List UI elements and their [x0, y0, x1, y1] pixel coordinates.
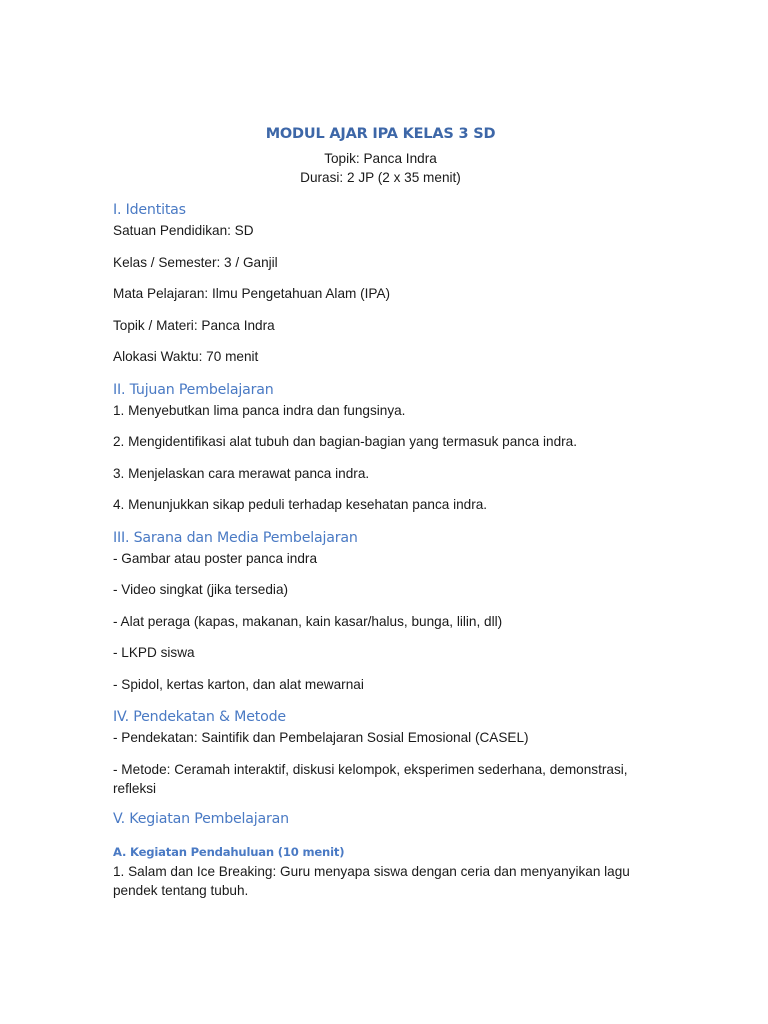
section-heading-tujuan: II. Tujuan Pembelajaran [113, 381, 274, 398]
list-item: Topik / Materi: Panca Indra [113, 317, 275, 333]
section-body-identitas [113, 221, 648, 367]
document-topic: Topik: Panca Indra [324, 151, 437, 166]
list-item: 1. Menyebutkan lima panca indra dan fungsinya. [113, 402, 406, 418]
section-heading-kegiatan: V. Kegiatan Pembelajaran [113, 810, 289, 827]
list-item: - Video singkat (jika tersedia) [113, 582, 289, 597]
list-item: 1. Salam dan Ice Breaking: Guru menyapa siswa dengan ceria dan menyanyikan lagu pendek tentang tubuh. [113, 863, 630, 898]
section-heading-sarana: III. Sarana dan Media Pembelajaran [113, 529, 358, 546]
section-heading-identitas: I. Identitas [113, 202, 186, 218]
section-heading-pendekatan: IV. Pendekatan & Metode [113, 709, 286, 725]
list-item: - Metode: Ceramah interaktif, diskusi kelompok, eksperimen sederhana, demonstrasi, refleksi [113, 761, 628, 796]
section-body-tujuan [113, 401, 648, 515]
subsection-heading-pendahuluan: A. Kegiatan Pendahuluan (10 menit) [113, 844, 345, 859]
list-item: Mata Pelajaran: Ilmu Pengetahuan Alam (IPA) [113, 286, 391, 301]
list-item: 2. Mengidentifikasi alat tubuh dan bagian-bagian yang termasuk panca indra. [113, 434, 578, 449]
list-item: Satuan Pendidikan: SD [113, 223, 254, 238]
list-item: Kelas / Semester: 3 / Ganjil [113, 254, 278, 270]
list-item: - Spidol, kertas karton, dan alat mewarnai [113, 676, 364, 692]
section-body-pendekatan [113, 728, 648, 799]
list-item: - Alat peraga (kapas, makanan, kain kasar/halus, bunga, lilin, dll) [113, 613, 503, 629]
subsection-body-pendahuluan [113, 862, 648, 901]
document-duration: Durasi: 2 JP (2 x 35 menit) [300, 170, 461, 185]
list-item: Alokasi Waktu: 70 menit [113, 349, 259, 364]
list-item: 3. Menjelaskan cara merawat panca indra. [113, 465, 370, 481]
section-body-sarana [113, 549, 648, 695]
list-item: - Gambar atau poster panca indra [113, 550, 318, 566]
list-item: - Pendekatan: Saintifik dan Pembelajaran Sosial Emosional (CASEL) [113, 730, 529, 745]
list-item: - LKPD siswa [113, 645, 195, 660]
document-title: MODUL AJAR IPA KELAS 3 SD [265, 126, 496, 142]
list-item: 4. Menunjukkan sikap peduli terhadap kesehatan panca indra. [113, 497, 488, 512]
